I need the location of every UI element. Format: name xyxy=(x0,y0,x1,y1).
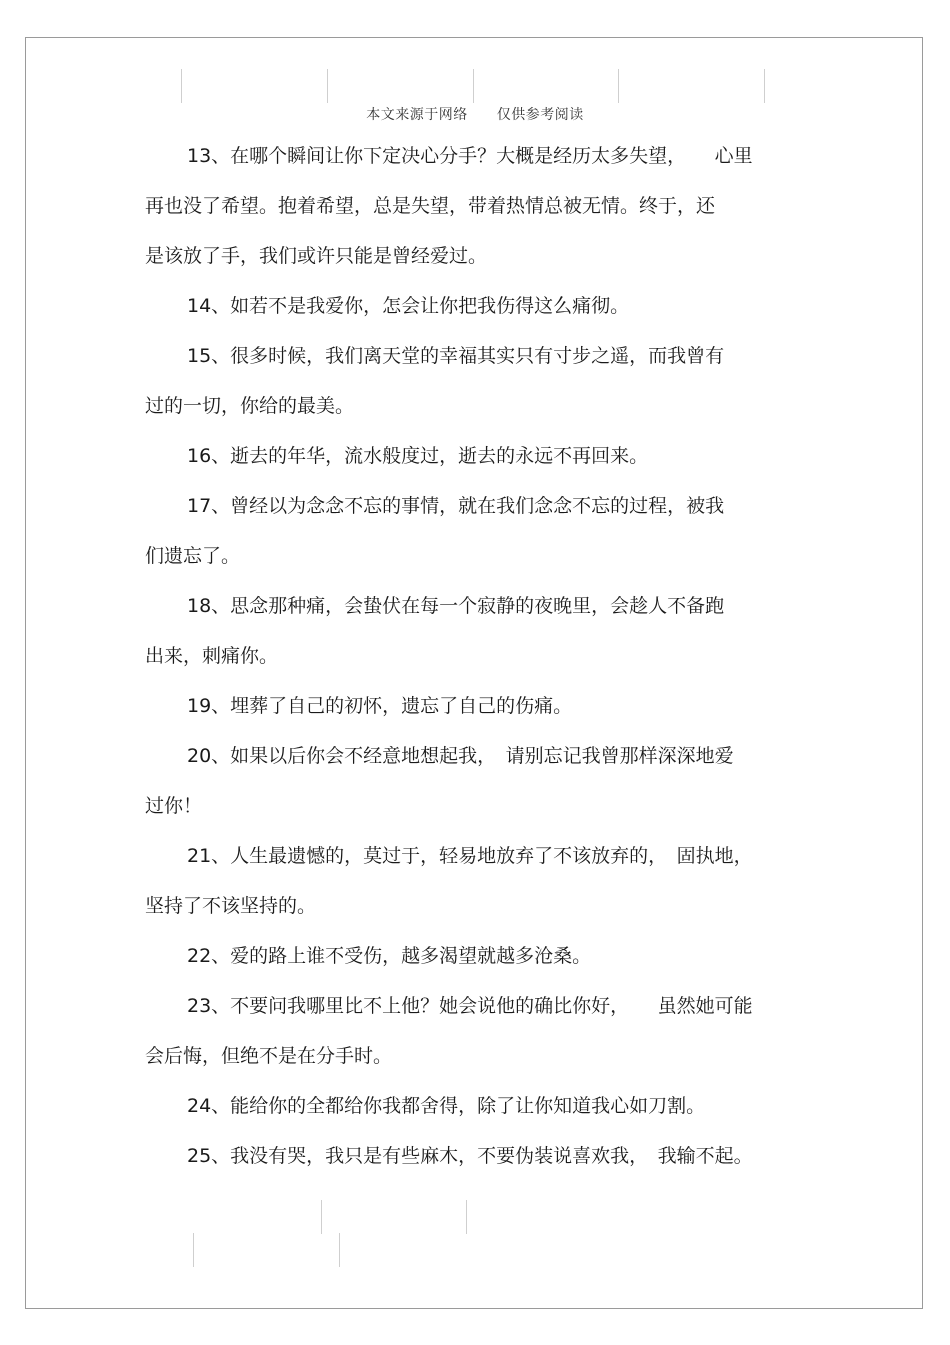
paragraph-line: 出来，刺痛你。 xyxy=(145,645,279,667)
paragraph-line: 19、埋葬了自己的初怀，遗忘了自己的伤痛。 xyxy=(187,695,573,717)
paragraph-line: 再也没了希望。抱着希望，总是失望，带着热情总被无情。终于，还 xyxy=(145,195,716,217)
bottom-tick-mark xyxy=(193,1233,194,1267)
paragraph-line: 22、爱的路上谁不受伤，越多渴望就越多沧桑。 xyxy=(187,945,592,967)
paragraph-line: 过的一切，你给的最美。 xyxy=(145,395,355,417)
top-tick-mark xyxy=(764,69,765,103)
paragraph-21 xyxy=(145,831,825,931)
top-tick-mark xyxy=(618,69,619,103)
bottom-tick-mark xyxy=(466,1200,467,1234)
paragraph-23 xyxy=(145,981,825,1081)
bottom-tick-mark xyxy=(339,1233,340,1267)
paragraph-14 xyxy=(145,281,825,331)
paragraph-17 xyxy=(145,481,825,581)
paragraph-line: 20、如果以后你会不经意地想起我， 请别忘记我曾那样深深地爱 xyxy=(187,745,734,767)
source-note: 本文来源于网络 xyxy=(366,107,468,123)
paragraph-line: 过你！ xyxy=(145,795,203,817)
top-tick-mark xyxy=(181,69,182,103)
paragraph-line: 21、人生最遗憾的，莫过于，轻易地放弃了不该放弃的， 固执地， xyxy=(187,845,753,867)
paragraph-18 xyxy=(145,581,825,681)
paragraph-line: 14、如若不是我爱你，怎会让你把我伤得这么痛彻。 xyxy=(187,295,630,317)
paragraph-22 xyxy=(145,931,825,981)
top-tick-mark xyxy=(473,69,474,103)
paragraph-line: 会后悔，但绝不是在分手时。 xyxy=(145,1045,393,1067)
reference-note: 仅供参考阅读 xyxy=(496,107,584,123)
paragraph-20 xyxy=(145,731,825,831)
header-note xyxy=(0,104,950,124)
paragraph-19 xyxy=(145,681,825,731)
paragraph-line: 17、曾经以为念念不忘的事情，就在我们念念不忘的过程，被我 xyxy=(187,495,725,517)
paragraph-line: 25、我没有哭，我只是有些麻木，不要伪装说喜欢我， 我输不起。 xyxy=(187,1145,753,1167)
paragraph-line: 23、不要问我哪里比不上他？她会说他的确比你好， 虽然她可能 xyxy=(187,995,753,1017)
paragraph-16 xyxy=(145,431,825,481)
top-tick-mark xyxy=(327,69,328,103)
paragraph-25 xyxy=(145,1131,825,1181)
paragraph-24 xyxy=(145,1081,825,1131)
paragraph-line: 16、逝去的年华，流水般度过，逝去的永远不再回来。 xyxy=(187,445,649,467)
paragraph-line: 们遗忘了。 xyxy=(145,545,241,567)
paragraph-15 xyxy=(145,331,825,431)
paragraph-line: 18、思念那种痛，会蛰伏在每一个寂静的夜晚里，会趁人不备跑 xyxy=(187,595,725,617)
paragraph-13 xyxy=(145,131,825,281)
document-body xyxy=(145,131,825,1181)
paragraph-line: 15、很多时候，我们离天堂的幸福其实只有寸步之遥，而我曾有 xyxy=(187,345,725,367)
paragraph-line: 13、在哪个瞬间让你下定决心分手？大概是经历太多失望， 心里 xyxy=(187,145,753,167)
paragraph-line: 24、能给你的全都给你我都舍得，除了让你知道我心如刀割。 xyxy=(187,1095,706,1117)
paragraph-line: 是该放了手，我们或许只能是曾经爱过。 xyxy=(145,245,488,267)
bottom-tick-mark xyxy=(321,1200,322,1234)
paragraph-line: 坚持了不该坚持的。 xyxy=(145,895,317,917)
